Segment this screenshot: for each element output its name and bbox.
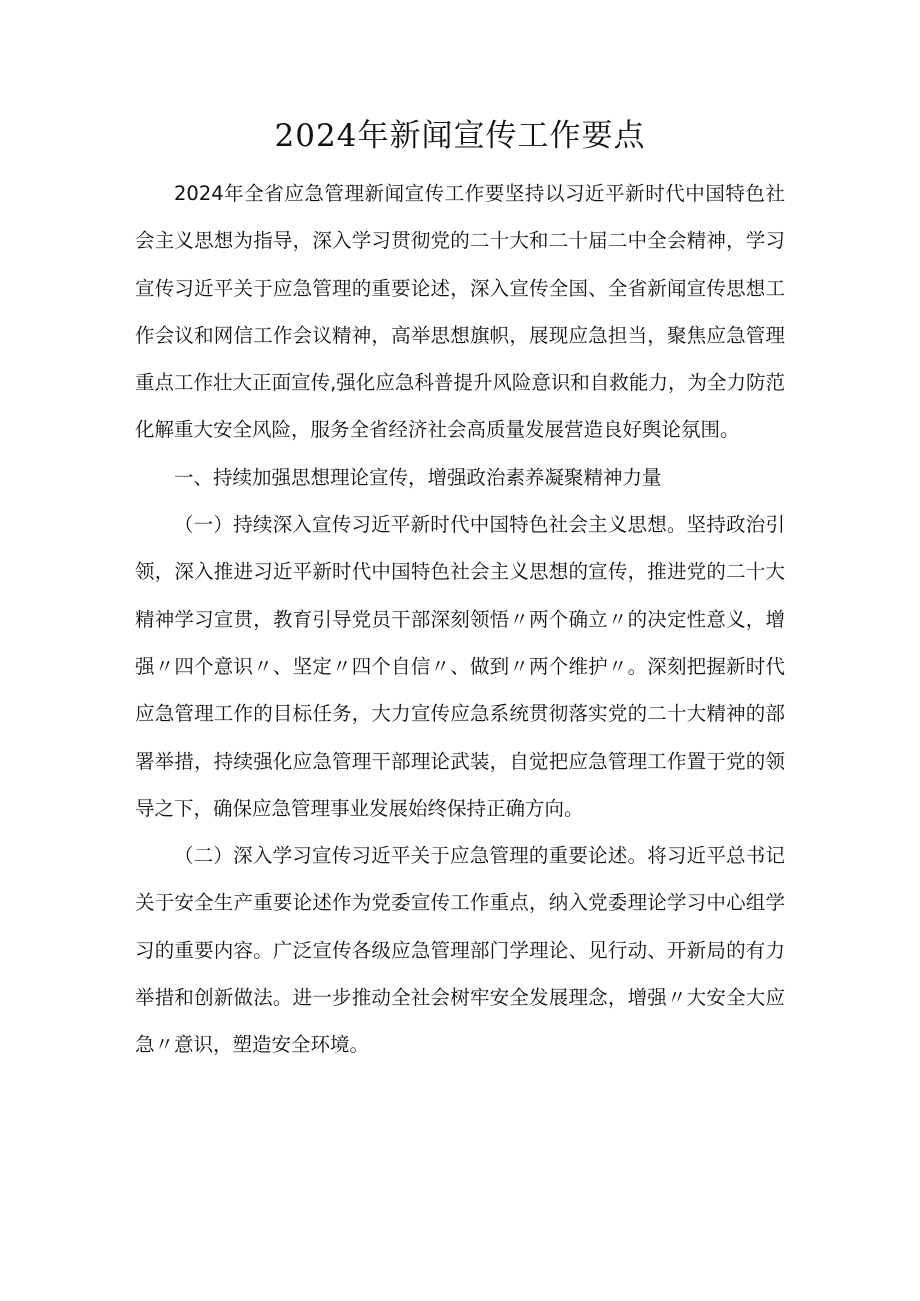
- subsection-paragraph-1: （一）持续深入宣传习近平新时代中国特色社会主义思想。坚持政治引领，深入推进习近平新时代中国特色社会主义思想的宣传，推进党的二十大精神学习宣贯，教育引导党员干部深刻领悟〃两个确立〃的决定性意义，增强〃四个意识〃、坚定〃四个自信〃、做到〃两个维护〃。深刻把握新时代应急管理工作的目标任务，大力宣传应急系统贯彻落实党的二十大精神的部署举措，持续强化应急管理干部理论武装，自觉把应急管理工作置于党的领导之下，确保应急管理事业发展始终保持正确方向。: [135, 513, 785, 820]
- document-title: 2024年新闻宣传工作要点: [274, 118, 646, 154]
- subsection-paragraph-2: （二）深入学习宣传习近平关于应急管理的重要论述。将习近平总书记关于安全生产重要论述作为党委宣传工作重点，纳入党委理论学习中心组学习的重要内容。广泛宣传各级应急管理部门学理论、见行动、开新局的有力举措和创新做法。进一步推动全社会树牢安全发展理念，增强〃大安全大应急〃意识，塑造安全环境。: [135, 844, 785, 1057]
- document-body: [135, 170, 785, 1069]
- intro-paragraph: 2024年全省应急管理新闻宣传工作要坚持以习近平新时代中国特色社会主义思想为指导，深入学习贯彻党的二十大和二十届二中全会精神，学习宣传习近平关于应急管理的重要论述，深入宣传全国、全省新闻宣传思想工作会议和网信工作会议精神，高举思想旗帜，展现应急担当，聚焦应急管理重点工作壮大正面宣传,强化应急科普提升风险意识和自救能力，为全力防范化解重大安全风险，服务全省经济社会高质量发展营造良好舆论氛围。: [135, 182, 785, 442]
- section-heading-1: 一、持续加强思想理论宣传，增强政治素养凝聚精神力量: [174, 465, 662, 489]
